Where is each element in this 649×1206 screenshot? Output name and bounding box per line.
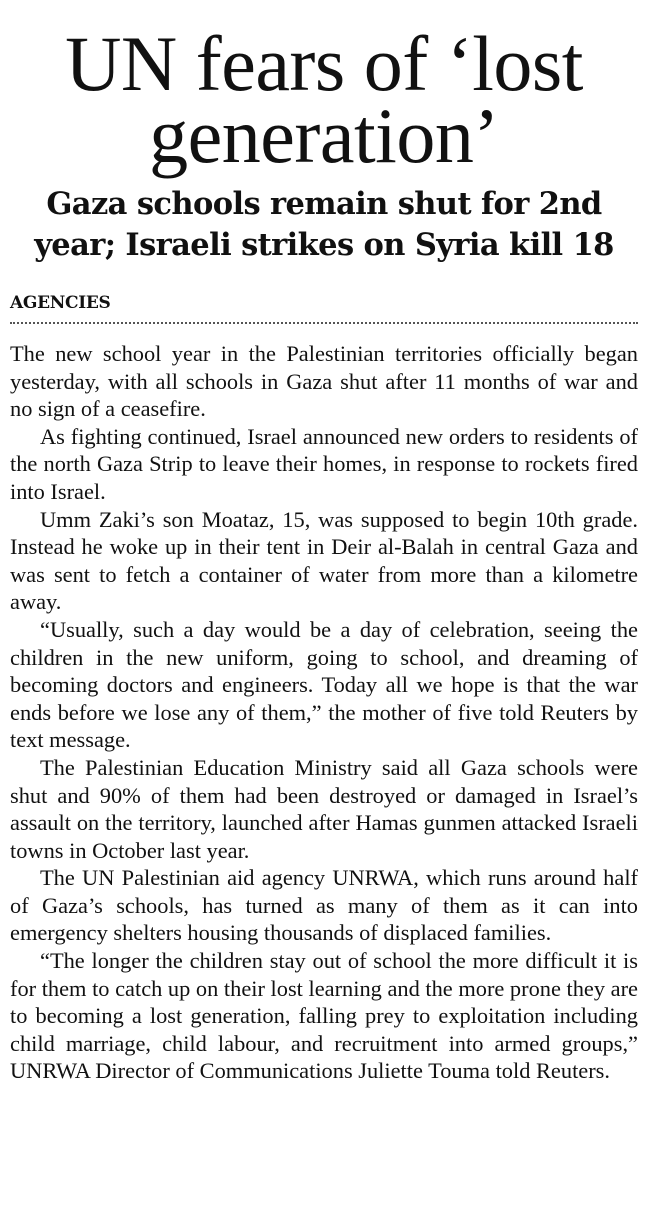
paragraph-3: Umm Zaki’s son Moataz, 15, was supposed to begin 10th grade. Instead he woke up in their tent in Deir al-Balah in central Gaza and was sent to fetch a container of water from more than a kilometre away.	[10, 506, 638, 615]
headline-line-1: UN fears of ‘lost	[65, 20, 583, 107]
subheadline	[10, 184, 638, 266]
paragraph-6: The UN Palestinian aid agency UNRWA, which runs around half of Gaza’s schools, has turned as many of them as it can into emergency shelters housing thousands of displaced families.	[10, 865, 638, 946]
paragraph-7: “The longer the children stay out of school the more difficult it is for them to catch up on their lost learning and the more prone they are to becoming a lost generation, falling prey to exploitation including child marriage, child labour, and recruitment into armed groups,” UNRWA Director of Communications Juliette Touma told Reuters.	[10, 948, 638, 1084]
paragraph-2: As fighting continued, Israel announced new orders to residents of the north Gaza Strip to leave their homes, in response to rockets fired into Israel.	[10, 423, 638, 504]
subheadline-line-2: year; Israeli strikes on Syria kill 18	[34, 227, 614, 263]
subheadline-line-1: Gaza schools remain shut for 2nd	[46, 186, 602, 222]
news-article	[10, 0, 638, 1085]
article-body	[10, 340, 638, 1085]
headline	[10, 20, 638, 179]
paragraph-1: The new school year in the Palestinian territories officially began yesterday, with all schools in Gaza shut after 11 months of war and no sign of a ceasefire.	[10, 341, 638, 422]
paragraph-4: “Usually, such a day would be a day of celebration, seeing the children in the new uniform, going to school, and dreaming of becoming doctors and engineers. Today all we hope is that the war ends before we lose any of them,” the mother of five told Reuters by text message.	[10, 616, 638, 753]
paragraph-5: The Palestinian Education Ministry said all Gaza schools were shut and 90% of them had been destroyed or damaged in Israel’s assault on the territory, launched after Hamas gunmen attacked Israeli towns in October last year.	[10, 754, 638, 863]
byline: AGENCIES	[10, 292, 638, 324]
headline-line-2: generation’	[149, 92, 499, 179]
